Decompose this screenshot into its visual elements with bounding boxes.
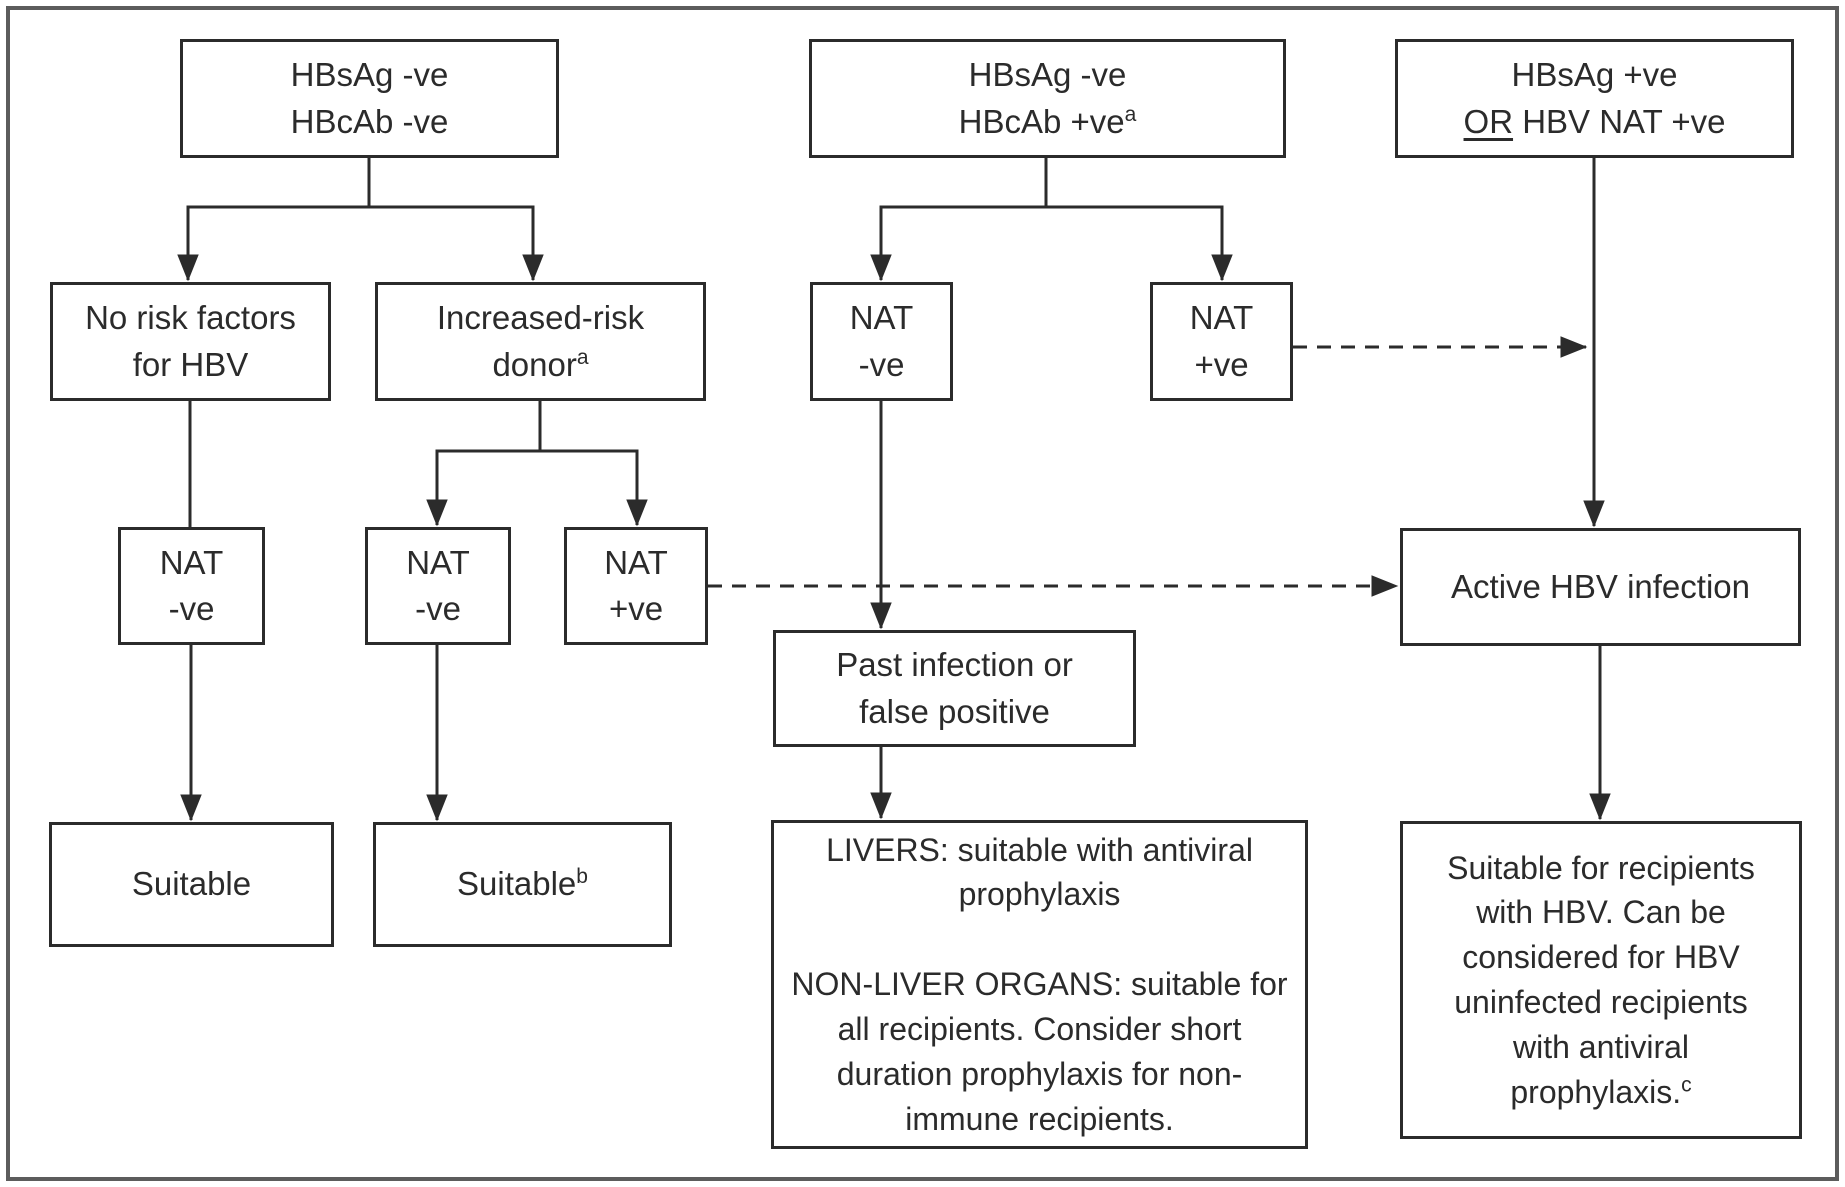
node-outcome-active-infection: [1400, 821, 1802, 1139]
node-line: HBsAg -ve: [290, 56, 449, 94]
node-nat-neg-core-branch: [810, 282, 953, 401]
node-line: HBsAg -ve: [968, 56, 1127, 94]
footnote-marker-a: a: [576, 345, 589, 369]
outcome-livers-text: LIVERS: suitable with antiviral prophylaxis: [826, 831, 1253, 913]
node-line: Past infection or: [836, 646, 1073, 684]
footnote-marker-c: c: [1681, 1072, 1692, 1096]
node-nat-pos-increased-risk: [564, 527, 708, 645]
node-past-infection: [773, 630, 1136, 747]
node-line: -ve: [858, 345, 905, 383]
node-line: NAT: [849, 299, 914, 337]
node-outcome-core-pos: [771, 820, 1308, 1149]
node-hbsag-neg-hbcab-neg: [180, 39, 559, 158]
node-line: -ve: [168, 590, 215, 627]
node-line: -ve: [415, 590, 461, 627]
node-suitable: [49, 822, 334, 947]
node-no-risk-factors: [50, 282, 331, 401]
node-increased-risk-donor: [375, 282, 706, 401]
outcome-non-liver-text: NON-LIVER ORGANS: suitable for all recipients. Consider short duration prophylaxis for non-immune recipients.: [791, 966, 1288, 1137]
node-line: +ve: [608, 590, 664, 627]
footnote-marker-b: b: [576, 865, 588, 889]
node-line: HBcAb $+ve^a$: [958, 102, 1137, 140]
node-line: No risk factors: [85, 299, 296, 337]
footnote-marker-a: a: [1124, 102, 1137, 126]
node-nat-neg-increased-risk: [365, 527, 511, 645]
node-nat-pos-core-branch: [1150, 282, 1293, 401]
node-line: false positive: [859, 692, 1050, 730]
underlined-or: OR: [1463, 102, 1514, 140]
node-nat-neg-low-risk: [118, 527, 265, 645]
node-line: +ve: [1194, 345, 1249, 383]
node-hbsag-neg-hbcab-pos: [809, 39, 1286, 158]
node-active-hbv-infection: [1400, 528, 1801, 646]
node-line: for HBV: [132, 345, 249, 383]
node-line: donor$^a$: [492, 345, 589, 383]
node-line: OR HBV NAT +ve: [1463, 102, 1726, 140]
node-line: Suitable: [131, 865, 252, 903]
node-hbsag-pos-or-nat-pos: [1395, 39, 1794, 158]
node-line: NAT: [1189, 299, 1254, 337]
node-line: NAT: [406, 543, 470, 581]
node-line: NAT: [159, 543, 224, 581]
node-line: Active HBV infection: [1451, 567, 1750, 605]
outcome-active-text: Suitable for recipients with HBV. Can be considered for HBV uninfected recipients with antiviral prophylaxis.$^c$: [1447, 849, 1755, 1110]
node-suitable-b: [373, 822, 672, 947]
node-line: Suitable$^b$: [457, 865, 588, 903]
node-line: Increased-risk: [436, 299, 645, 337]
node-line: NAT: [604, 543, 668, 581]
node-line: HBsAg +ve: [1511, 56, 1678, 94]
node-line: HBcAb -ve: [290, 102, 449, 140]
